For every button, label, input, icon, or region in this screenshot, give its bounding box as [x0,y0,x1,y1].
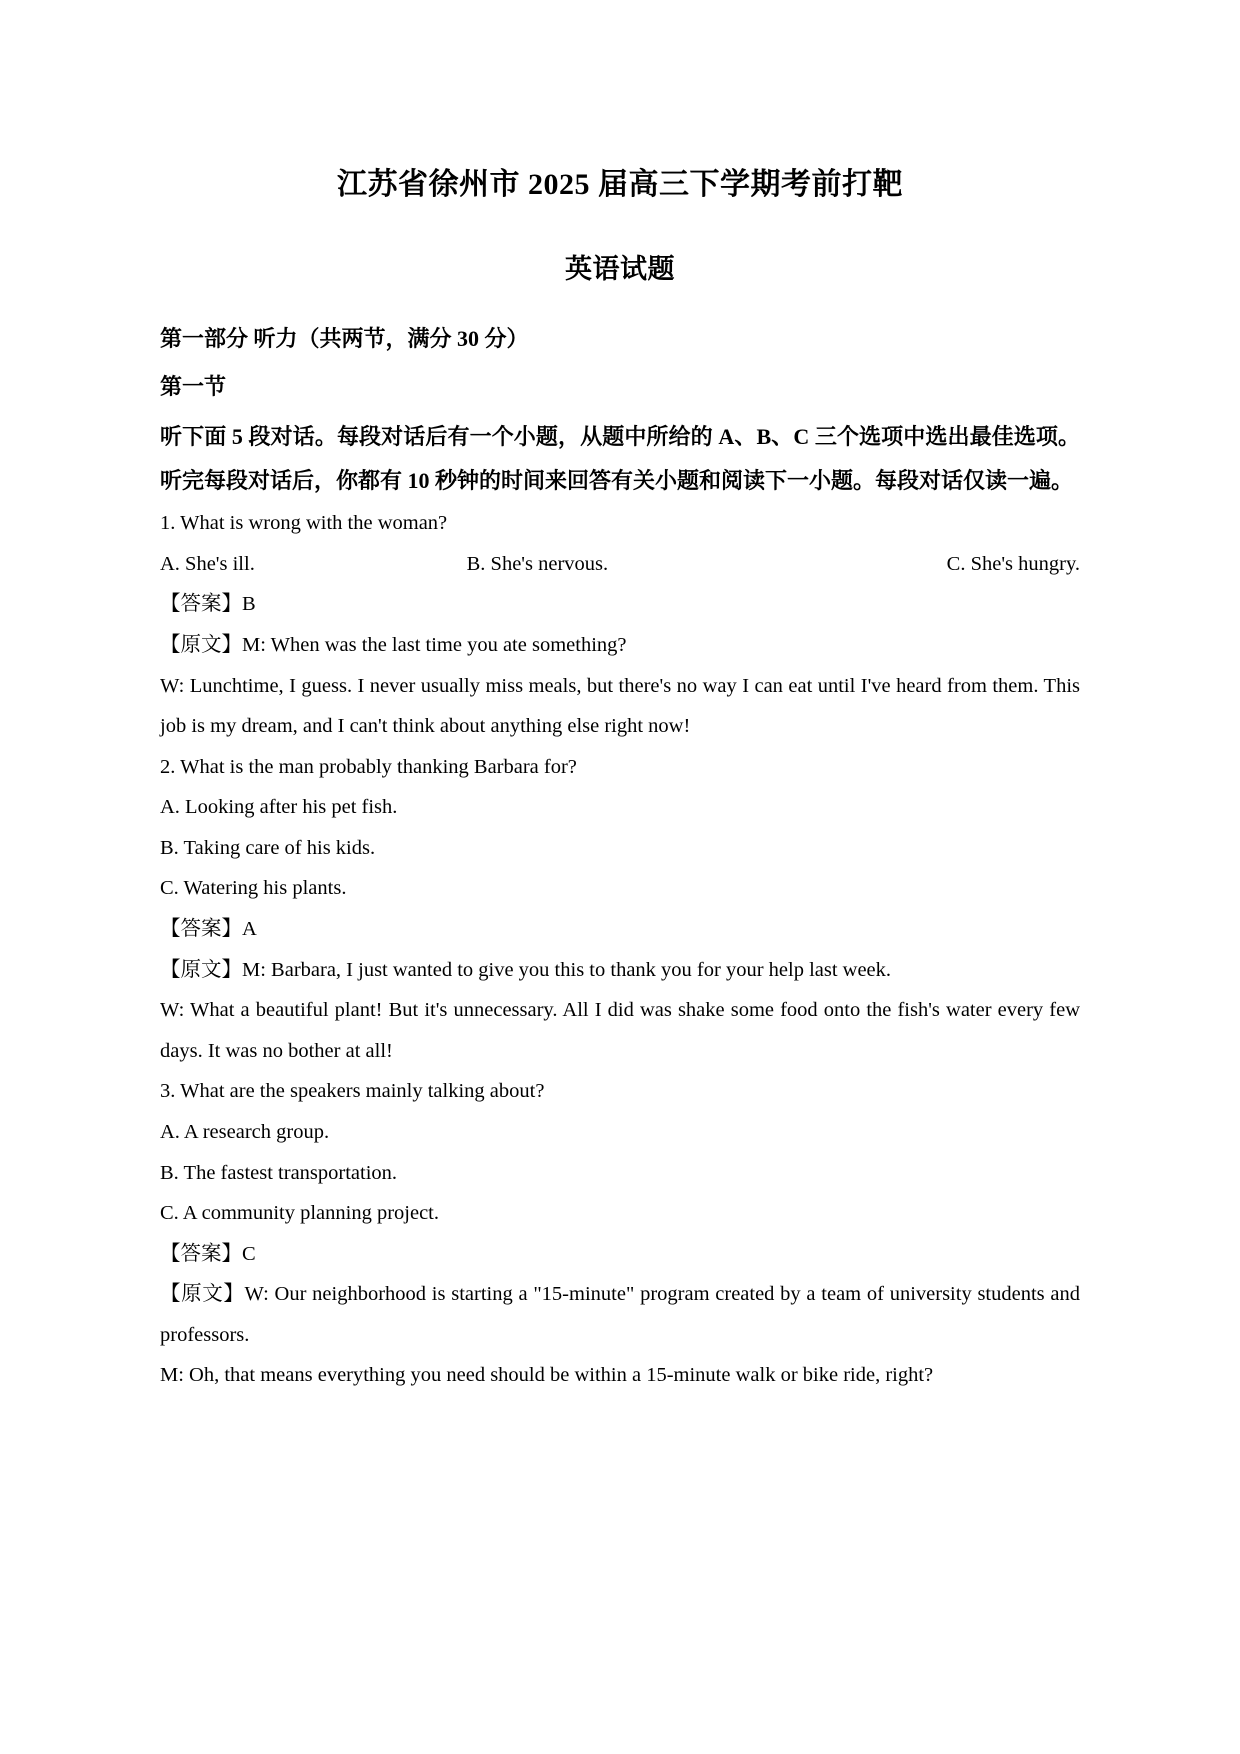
question-block [160,503,1080,746]
question-stem: 2. What is the man probably thanking Barbara for? [160,755,577,778]
answer-line: 【答案】C [160,1242,256,1265]
question-stem: 1. What is wrong with the woman? [160,512,448,535]
question-block [160,747,1080,1072]
option-b[interactable]: B. She's nervous. [466,552,609,575]
listening-instructions: 听下面 5 段对话。每段对话后有一个小题，从题中所给的 A、B、C 三个选项中选出最佳选项。听完每段对话后，你都有 10 秒钟的时间来回答有关小题和阅读下一小题。每段对话仅读一遍。 [160,424,1080,494]
script-line: W: Lunchtime, I guess. I never usually miss meals, but there's no way I can eat until I've heard from them. This job is my dream, and I can't think about anything else right now! [160,674,1080,738]
option-b[interactable]: B. Taking care of his kids. [160,836,376,859]
option-a[interactable]: A. She's ill. [160,552,255,575]
script-line: M: Oh, that means everything you need should be within a 15-minute walk or bike ride, right? [160,1364,934,1387]
option-a[interactable]: A. A research group. [160,1120,330,1143]
option-a[interactable]: A. Looking after his pet fish. [160,796,398,819]
answer-line: 【答案】B [160,593,256,616]
section-heading: 第一节 [160,374,227,400]
script-line: 【原文】W: Our neighborhood is starting a "15-minute" program created by a team of university students and professors. [160,1283,1080,1346]
answer-line: 【答案】A [160,918,257,941]
part-heading: 第一部分 听力（共两节，满分 30 分） [160,325,529,351]
option-b[interactable]: B. The fastest transportation. [160,1161,398,1184]
option-c[interactable]: C. She's hungry. [946,552,1080,575]
option-c[interactable]: C. Watering his plants. [160,877,347,900]
page-subtitle: 英语试题 [565,254,675,284]
script-line: W: What a beautiful plant! But it's unnecessary. All I did was shake some food onto the fish's water every few days. It was no bother at all! [160,999,1080,1062]
option-c[interactable]: C. A community planning project. [160,1202,440,1225]
question-stem: 3. What are the speakers mainly talking about? [160,1080,545,1103]
option-row [160,544,1080,585]
page-title: 江苏省徐州市 2025 届高三下学期考前打靶 [337,168,903,201]
script-line: 【原文】M: When was the last time you ate something? [160,634,627,657]
script-line: 【原文】M: Barbara, I just wanted to give you this to thank you for your help last week. [160,958,892,981]
question-block [160,1071,1080,1396]
